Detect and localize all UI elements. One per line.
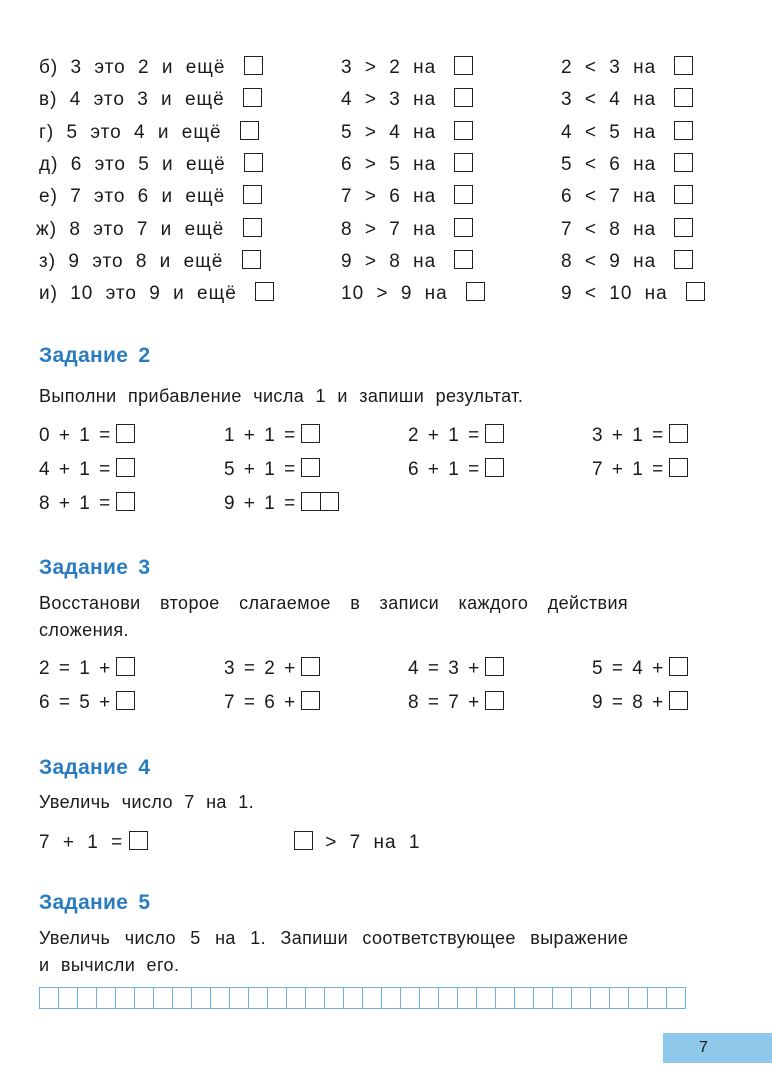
task1-token: д) [39,154,59,175]
task1-token: на [633,251,657,272]
answer-box[interactable] [674,185,693,204]
task1-token: 2 [561,57,573,78]
task1-token: 6 [609,154,621,175]
task1-token: и ещё [157,122,222,143]
answer-box[interactable] [454,250,473,269]
task1-token: 7 [70,186,82,207]
answer-box[interactable] [294,831,313,850]
grid-cell[interactable] [211,988,230,1008]
task1-token: и ещё [160,219,225,240]
task1-token: < [584,186,597,207]
task1-token: 4 [389,122,401,143]
answer-box[interactable] [301,691,320,710]
task1-token: и ещё [161,89,225,110]
expression-text: 2 = 1 + [39,658,111,679]
answer-box[interactable] [116,458,135,477]
task2-heading: Задание 2 [39,344,151,367]
grid-cell[interactable] [78,988,97,1008]
task1-greater-row [341,120,473,146]
task1-token: 8 [561,251,573,272]
task1-token: 7 [609,186,621,207]
answer-box[interactable] [301,657,320,676]
task1-row [39,55,263,81]
grid-cell[interactable] [591,988,610,1008]
task4-heading: Задание 4 [39,756,151,779]
expression-text: 0 + 1 = [39,425,111,446]
task1-token: ж) [36,219,58,240]
task1-token: > [364,89,377,110]
task1-token: 8 [69,219,81,240]
task1-token: это [94,57,126,78]
task1-token: и ещё [161,186,226,207]
answer-box[interactable] [669,657,688,676]
task1-token: на [413,89,437,110]
task1-token: г) [39,122,55,143]
task1-token: 7 [136,219,149,240]
task1-token: на [413,219,437,240]
expression [592,423,688,449]
task1-token: на [413,186,437,207]
task1-token: 6 [341,154,353,175]
task1-token: 7 [341,186,353,207]
expression-text: 3 + 1 = [592,425,664,446]
task1-token: на [644,283,668,304]
answer-box[interactable] [454,56,473,75]
expression [408,423,504,449]
grid-cell[interactable] [116,988,135,1008]
answer-box[interactable] [669,458,688,477]
grid-cell[interactable] [363,988,382,1008]
answer-box[interactable] [485,424,504,443]
task1-token: < [584,89,597,110]
answer-box[interactable] [244,153,263,172]
task1-token: на [633,89,657,110]
answer-box[interactable] [674,121,693,140]
grid-cell[interactable] [610,988,629,1008]
grid-cell[interactable] [420,988,439,1008]
task1-token: и ещё [162,154,226,175]
task4-expression-2 [294,830,420,856]
expression-text: 5 = 4 + [592,658,664,679]
answer-box[interactable] [454,185,473,204]
task1-token: 3 [137,89,149,110]
answer-box[interactable] [116,691,135,710]
task1-token: 2 [137,57,150,78]
expression-text: 6 + 1 = [408,459,480,480]
task1-token: и ещё [159,251,224,272]
answer-box[interactable] [674,218,693,237]
expression [224,457,320,483]
answer-grid[interactable] [39,987,686,1009]
answer-box[interactable] [485,691,504,710]
expression-text: 8 + 1 = [39,493,111,514]
task1-token: < [584,219,597,240]
answer-box[interactable] [116,492,135,511]
answer-box[interactable] [301,424,320,443]
grid-cell[interactable] [534,988,553,1008]
task1-token: 2 [389,57,401,78]
grid-cell[interactable] [648,988,667,1008]
expression-text: 5 + 1 = [224,459,296,480]
grid-cell[interactable] [325,988,344,1008]
task1-token: на [413,154,437,175]
task1-token: 4 [341,89,353,110]
task1-token: 8 [609,219,621,240]
grid-cell[interactable] [287,988,306,1008]
grid-cell[interactable] [477,988,496,1008]
task4-instruction: Увеличь число 7 на 1. [39,792,255,812]
task1-row [39,249,261,275]
answer-box[interactable] [243,185,262,204]
answer-box[interactable] [240,121,259,140]
answer-box[interactable] [129,831,148,850]
task1-token: 3 [70,57,83,78]
task1-less-row [561,120,693,146]
task1-token: 8 [389,251,401,272]
task1-token: б) [39,57,59,78]
task1-token: 7 [561,219,573,240]
task1-token: 5 [389,154,401,175]
task1-token: 3 [341,57,353,78]
task1-token: 3 [389,89,401,110]
expression [224,491,339,517]
answer-box[interactable] [454,88,473,107]
task5-instruction-line2: и вычисли его. [39,955,180,975]
task1-less-row [561,184,693,210]
task1-token: в) [39,89,58,110]
answer-box[interactable] [686,282,705,301]
task1-row [39,281,274,307]
task1-token: это [94,186,126,207]
task1-token: 9 [149,283,161,304]
task1-token: на [633,122,657,143]
answer-box[interactable] [116,657,135,676]
task1-token: на [633,186,657,207]
answer-box[interactable] [454,153,473,172]
expression-text: 8 = 7 + [408,692,480,713]
expression [224,690,320,716]
task2-instruction: Выполни прибавление числа 1 и запиши результат. [39,386,524,406]
task1-less-row [561,249,693,275]
answer-box[interactable] [242,250,261,269]
expression [39,457,135,483]
task1-token: на [424,283,448,304]
task4-expr1-text: 7 + 1 = [39,832,124,853]
task1-token: 10 [70,283,94,304]
expression [592,457,688,483]
answer-box[interactable] [669,424,688,443]
task1-token: > [364,219,377,240]
answer-box[interactable] [485,458,504,477]
expression [592,690,688,716]
task1-token: 6 [389,186,401,207]
task1-token: < [584,57,597,78]
task1-greater-row [341,152,473,178]
task1-token: 3 [561,89,573,110]
task1-token: на [633,154,657,175]
grid-cell[interactable] [135,988,154,1008]
task1-token: 5 [66,122,79,143]
expression-text: 3 = 2 + [224,658,296,679]
task3-heading: Задание 3 [39,556,151,579]
task1-token: это [92,251,124,272]
task1-token: 5 [341,122,353,143]
task1-token: 9 [400,283,413,304]
task1-token: 10 [609,283,633,304]
grid-cell[interactable] [553,988,572,1008]
grid-cell[interactable] [173,988,192,1008]
task1-row [36,217,262,243]
answer-box[interactable] [674,250,693,269]
task1-token: это [93,89,125,110]
task1-token: 9 [609,251,621,272]
page-number: 7 [699,1039,708,1056]
expression [39,690,135,716]
task1-token: 8 [341,219,353,240]
answer-box[interactable] [466,282,485,301]
task1-row [39,87,262,113]
task1-token: 8 [135,251,148,272]
task1-token: > [376,283,389,304]
task1-token: > [364,122,377,143]
task1-token: < [584,122,597,143]
task1-token: > [364,154,377,175]
task1-token: < [584,251,597,272]
task1-less-row [561,281,705,307]
answer-box[interactable] [301,458,320,477]
task1-token: на [633,57,657,78]
task1-token: 9 [561,283,573,304]
task1-less-row [561,87,693,113]
task1-token: это [105,283,137,304]
task1-token: 4 [134,122,146,143]
answer-box[interactable] [674,56,693,75]
page-number-tab [663,1033,772,1063]
expression [408,457,504,483]
expression [39,656,135,682]
task1-token: з) [39,251,57,272]
task3-instruction-line1: Восстанови второе слагаемое в записи каждого действия [39,593,629,613]
task1-greater-row [341,217,473,243]
answer-box[interactable] [116,424,135,443]
answer-box[interactable] [301,492,339,511]
answer-box[interactable] [243,218,262,237]
answer-box[interactable] [485,657,504,676]
expression-text: 1 + 1 = [224,425,296,446]
task1-token: 5 [561,154,573,175]
grid-cell[interactable] [382,988,401,1008]
task1-greater-row [341,87,473,113]
task1-token: на [413,122,437,143]
expression-text: 6 = 5 + [39,692,111,713]
expression [592,656,688,682]
task1-token: 6 [70,154,83,175]
answer-box[interactable] [244,56,263,75]
answer-box[interactable] [674,153,693,172]
task1-token: 5 [138,154,150,175]
grid-cell[interactable] [401,988,420,1008]
task1-token: < [584,283,597,304]
task1-token: 9 [68,251,80,272]
task1-token: 9 [341,251,353,272]
task1-greater-row [341,184,473,210]
task1-token: это [93,219,125,240]
task1-token: 5 [609,122,621,143]
task1-token: 3 [609,57,621,78]
task5-instruction-line1: Увеличь число 5 на 1. Запиши соответствующее выражение [39,928,629,948]
grid-cell[interactable] [572,988,591,1008]
grid-cell[interactable] [458,988,477,1008]
task1-less-row [561,152,693,178]
task1-token: е) [39,186,58,207]
task1-token: 10 [341,283,365,304]
answer-box[interactable] [454,121,473,140]
expression-text: 9 + 1 = [224,493,296,514]
task1-token: это [90,122,122,143]
expression-text: 4 = 3 + [408,658,480,679]
task1-token: на [633,219,657,240]
task1-row [39,120,259,146]
grid-cell[interactable] [268,988,287,1008]
grid-cell[interactable] [59,988,78,1008]
expression-text: 2 + 1 = [408,425,480,446]
task1-token: на [413,251,437,272]
expression [408,690,504,716]
expression [39,491,135,517]
task1-token: < [584,154,597,175]
task1-greater-row [341,281,485,307]
task1-token: 6 [561,186,573,207]
expression-text: 7 = 6 + [224,692,296,713]
grid-cell[interactable] [230,988,249,1008]
task1-token: > [364,251,377,272]
task1-token: > [364,186,377,207]
task4-expr2-text: > 7 на 1 [325,832,421,853]
answer-box[interactable] [454,218,473,237]
task1-token: на [413,57,437,78]
task3-instruction-line2: сложения. [39,620,129,640]
answer-box[interactable] [674,88,693,107]
expression [224,656,320,682]
answer-box[interactable] [255,282,274,301]
grid-cell[interactable] [154,988,173,1008]
task5-heading: Задание 5 [39,891,151,914]
grid-cell[interactable] [439,988,458,1008]
grid-cell[interactable] [40,988,59,1008]
grid-cell[interactable] [496,988,515,1008]
grid-cell[interactable] [515,988,534,1008]
task1-token: 6 [137,186,150,207]
grid-cell[interactable] [306,988,325,1008]
grid-cell[interactable] [249,988,268,1008]
grid-cell[interactable] [344,988,363,1008]
expression [408,656,504,682]
task4-expression-1 [39,830,148,856]
task1-greater-row [341,249,473,275]
task1-less-row [561,217,693,243]
task1-token: и ещё [173,283,237,304]
expression [224,423,320,449]
task1-token: 7 [389,219,401,240]
grid-cell[interactable] [667,988,686,1008]
expression [39,423,135,449]
task1-token: и ещё [161,57,226,78]
grid-cell[interactable] [629,988,648,1008]
answer-box[interactable] [669,691,688,710]
task1-greater-row [341,55,473,81]
expression-text: 4 + 1 = [39,459,111,480]
task1-less-row [561,55,693,81]
grid-cell[interactable] [97,988,116,1008]
task1-row [39,184,262,210]
task1-token: > [364,57,377,78]
expression-text: 9 = 8 + [592,692,664,713]
task1-token: 4 [561,122,573,143]
task1-token: и) [39,283,58,304]
task1-token: 4 [69,89,82,110]
answer-box[interactable] [243,88,262,107]
task1-token: это [94,154,126,175]
task1-token: 4 [609,89,621,110]
grid-cell[interactable] [192,988,211,1008]
task1-row [39,152,263,178]
expression-text: 7 + 1 = [592,459,664,480]
